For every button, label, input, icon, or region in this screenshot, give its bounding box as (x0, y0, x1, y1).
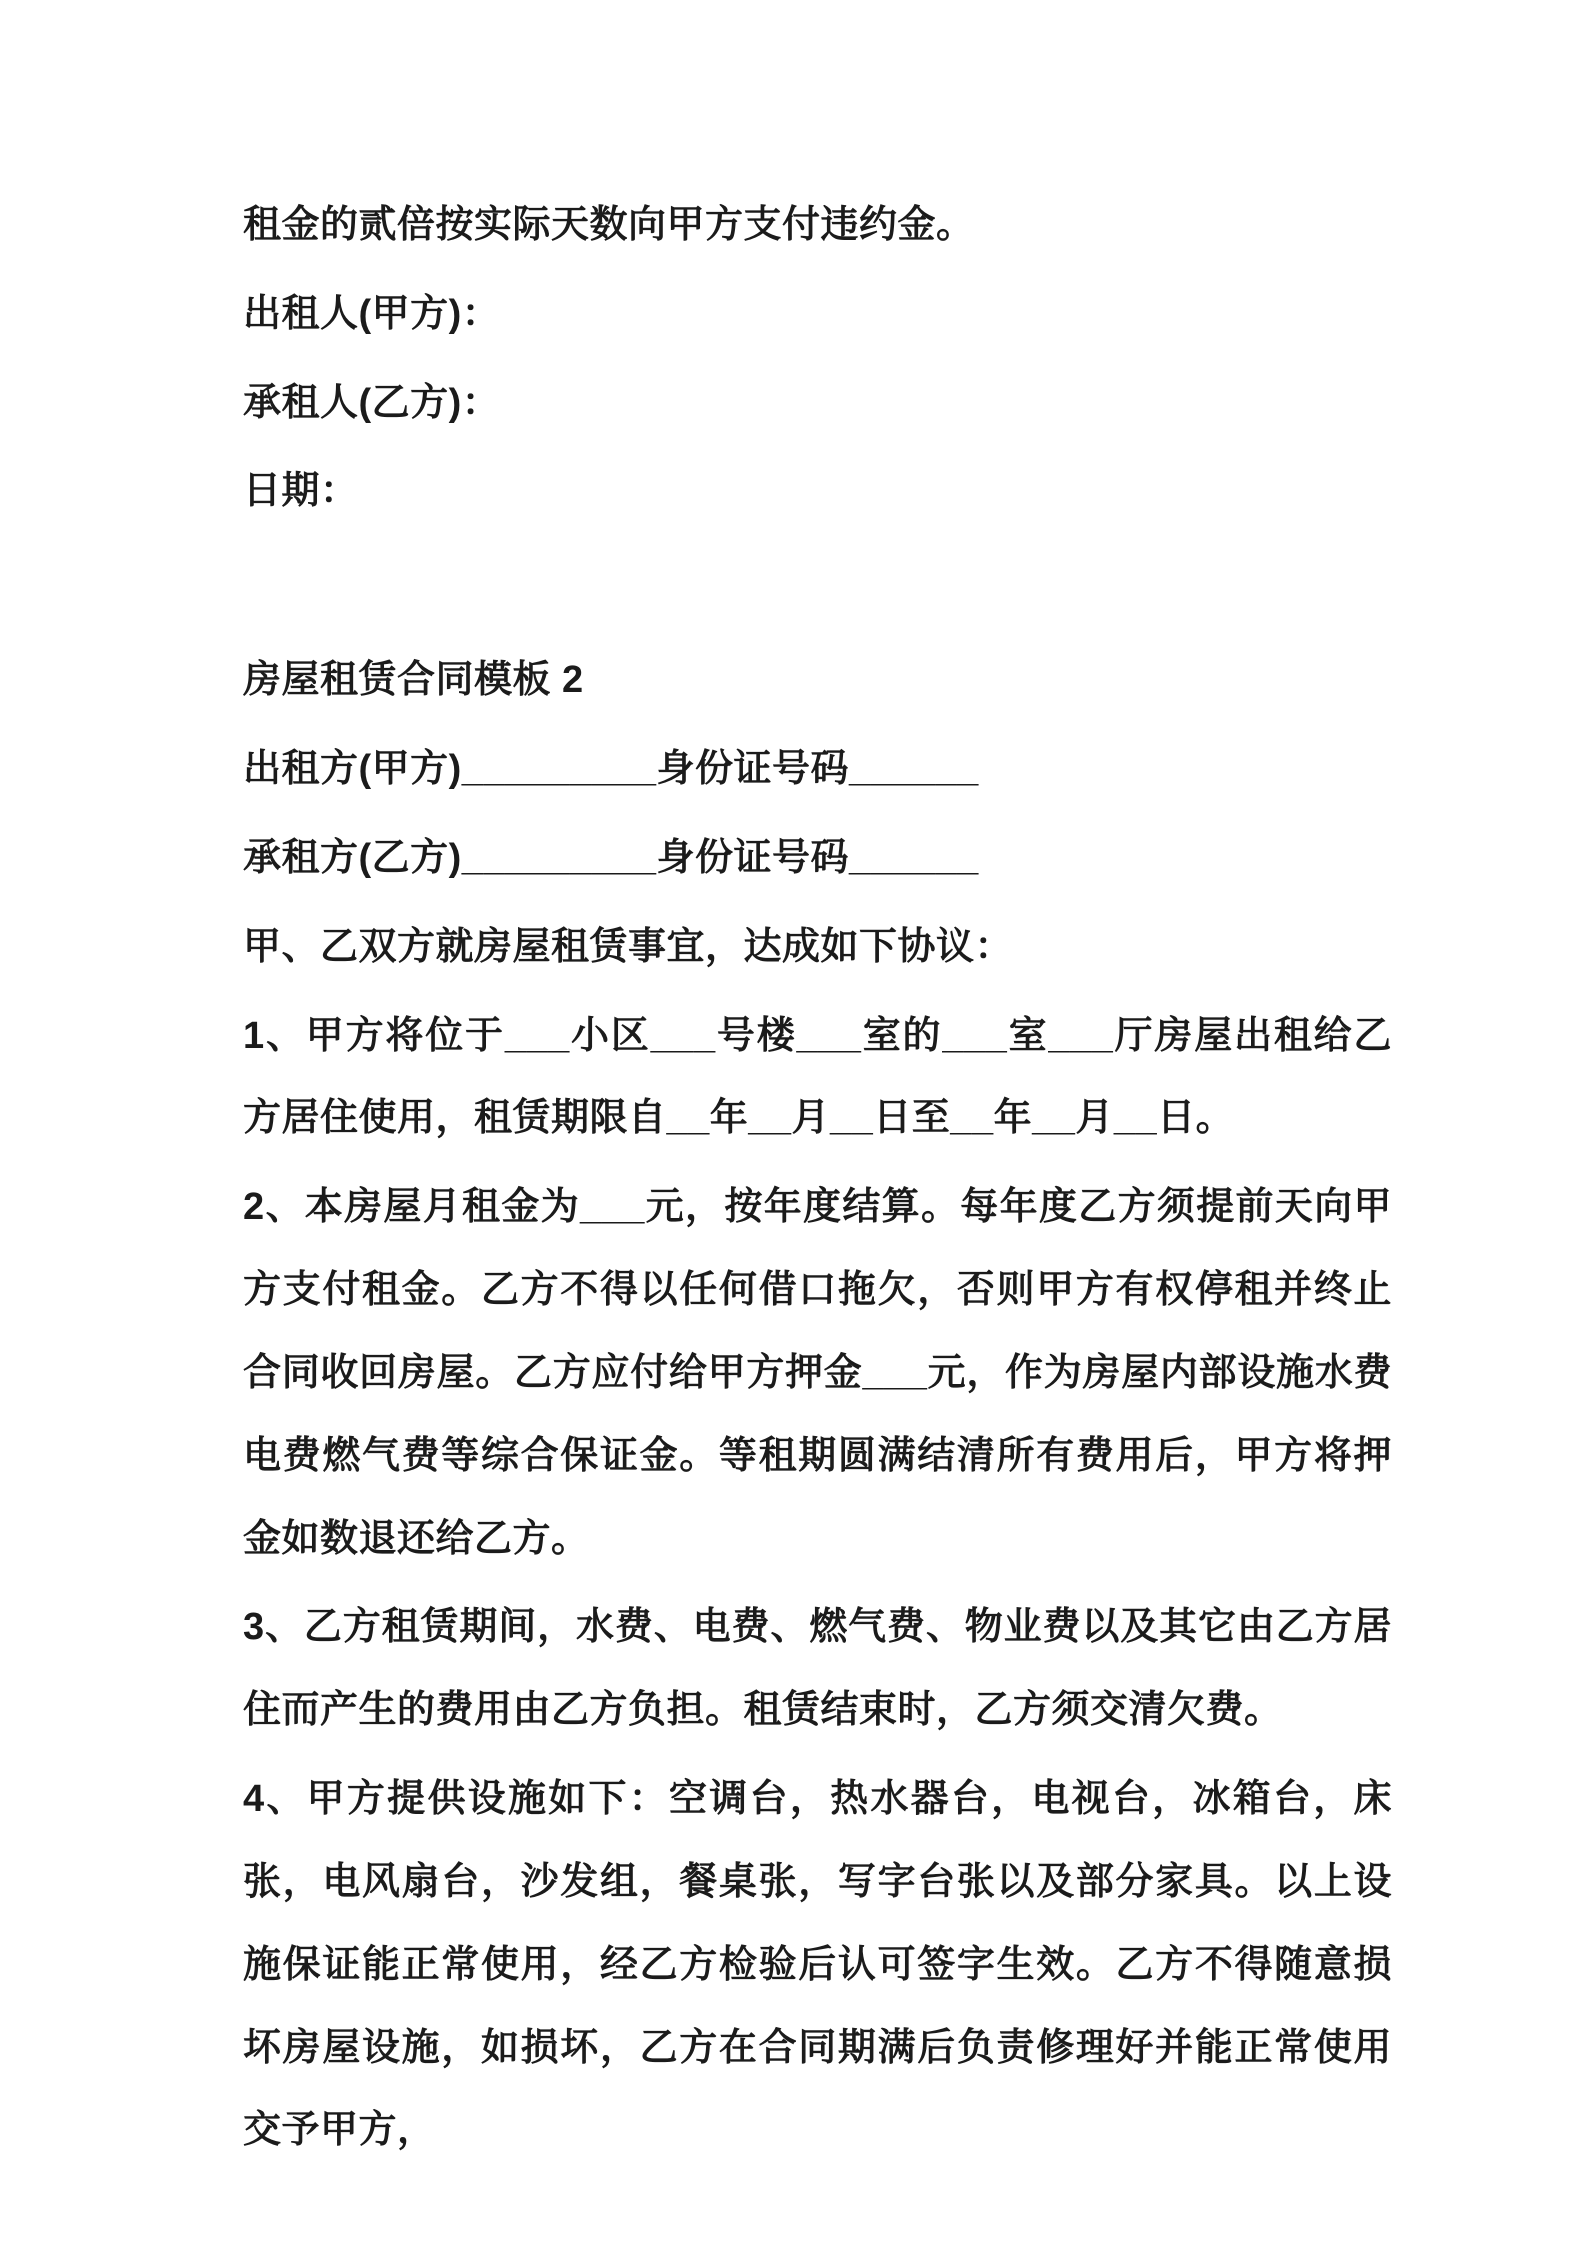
clause-4: 4、甲方提供设施如下：空调台，热水器台，电视台，冰箱台，床张，电风扇台，沙发组，餐桌张，写字台张以及部分家具。以上设施保证能正常使用，经乙方检验后认可签字生效。乙方不得随意损坏房屋设施，如损坏，乙方在合同期满后负责修理好并能正常使用交予甲方， (243, 1778, 1392, 2152)
clause-2: 2、本房屋月租金为___元，按年度结算。每年度乙方须提前天向甲方支付租金。乙方不得以任何借口拖欠，否则甲方有权停租并终止合同收回房屋。乙方应付给甲方押金___元，作为房屋内部设施水费电费燃气费等综合保证金。等租期圆满结清所有费用后，甲方将押金如数退还给乙方。 (243, 1186, 1392, 1560)
section-title: 房屋租赁合同模板 2 (243, 659, 584, 702)
lessee-signature-line: 承租人(乙方)： (243, 381, 501, 424)
clause-3: 3、乙方租赁期间，水费、电费、燃气费、物业费以及其它由乙方居住而产生的费用由乙方负担。租赁结束时，乙方须交清欠费。 (243, 1606, 1392, 1732)
lessee-party-line: 承租方(乙方)_________身份证号码______ (243, 836, 979, 879)
clause-1: 1、甲方将位于___小区___号楼___室的___室___厅房屋出租给乙方居住使用，租赁期限自__年__月__日至__年__月__日。 (243, 1014, 1392, 1140)
date-line: 日期： (243, 470, 359, 513)
agreement-preamble: 甲、乙双方就房屋租赁事宜，达成如下协议： (243, 925, 1014, 968)
lessor-party-line: 出租方(甲方)_________身份证号码______ (243, 748, 979, 791)
penalty-clause-line: 租金的贰倍按实际天数向甲方支付违约金。 (243, 204, 975, 246)
lessor-signature-line: 出租人(甲方)： (243, 292, 501, 335)
